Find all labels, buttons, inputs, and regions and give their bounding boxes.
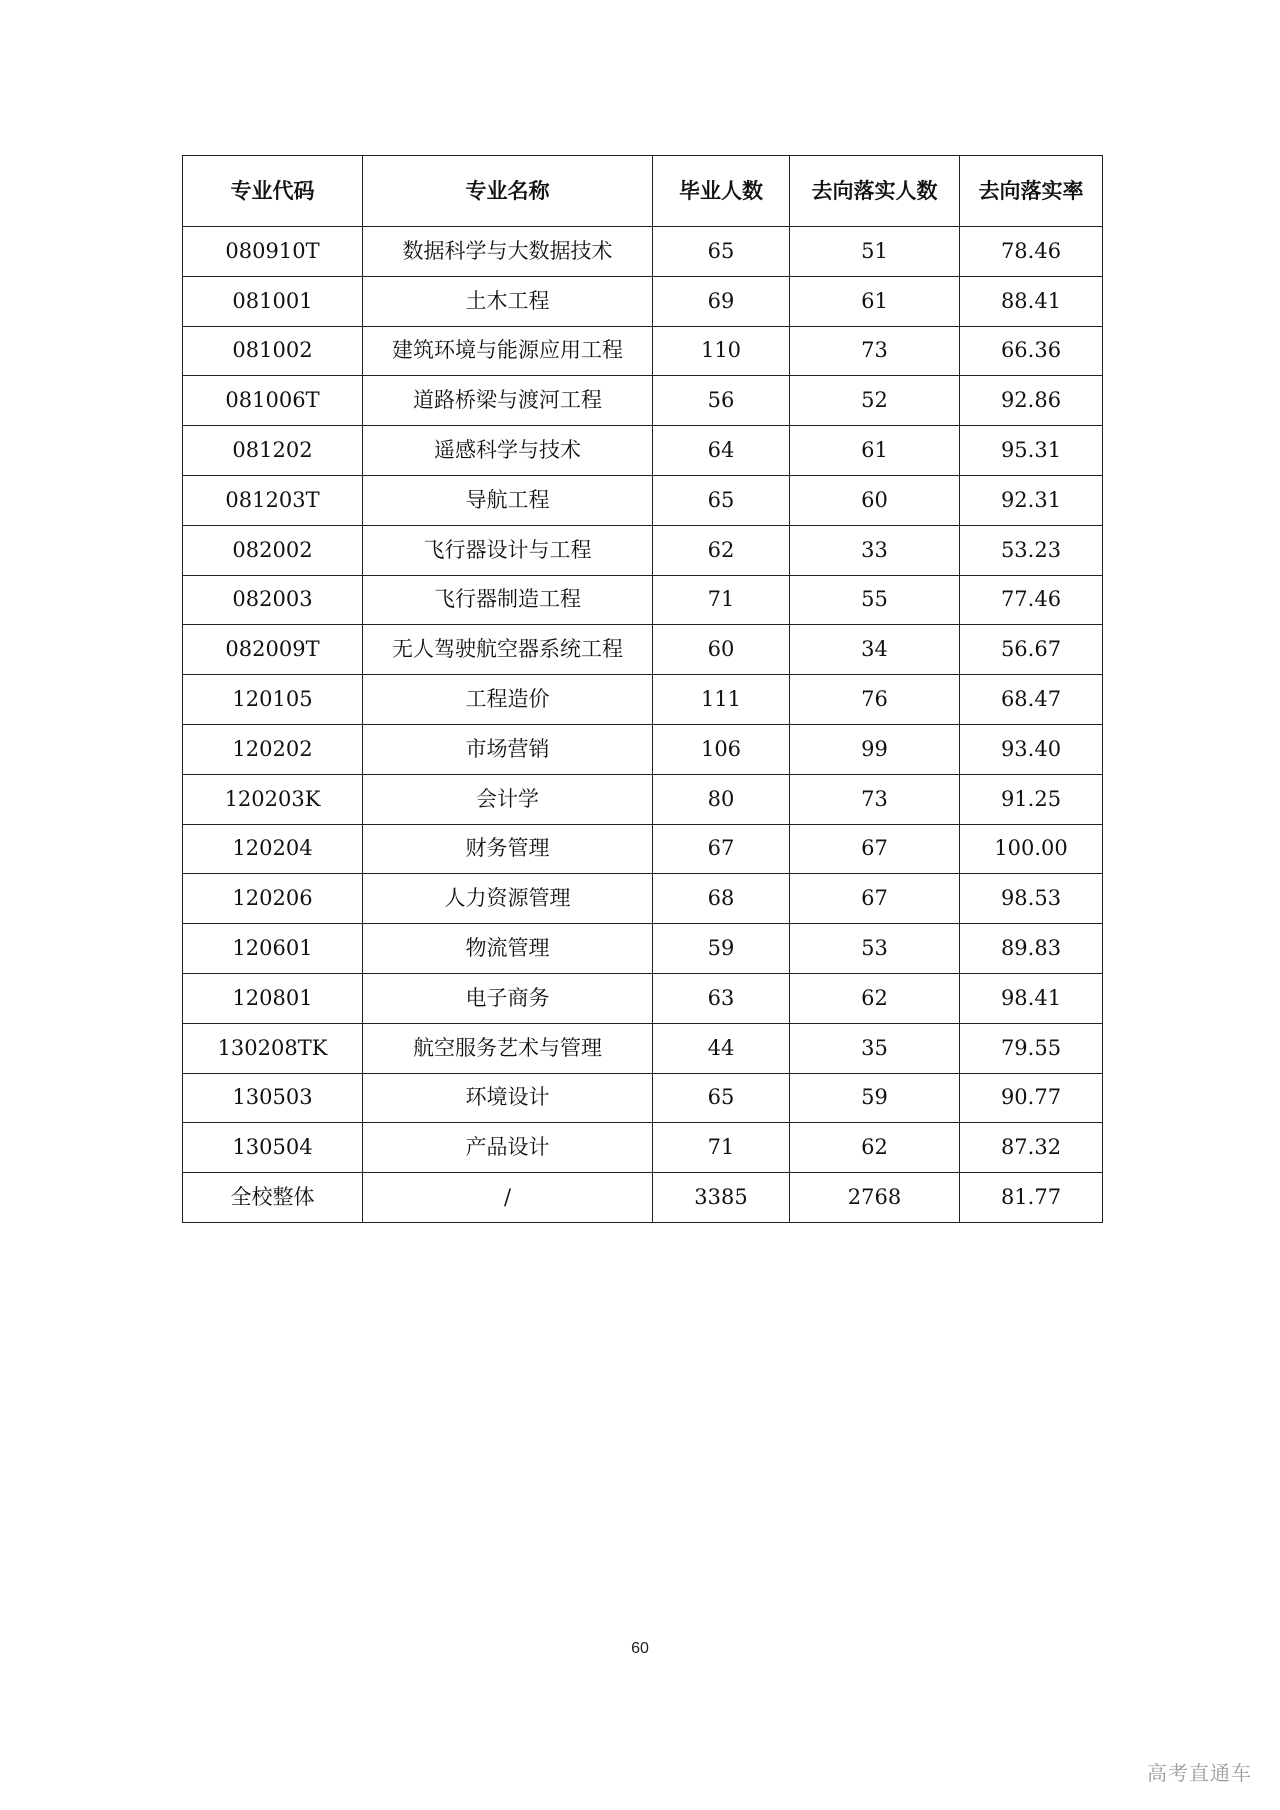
header-graduates: 毕业人数	[653, 156, 790, 227]
cell-placed-count: 73	[790, 774, 960, 824]
cell-major-code: 120105	[183, 675, 363, 725]
table-row	[183, 774, 1103, 824]
cell-major-name: 航空服务艺术与管理	[363, 1023, 653, 1073]
cell-major-name: /	[363, 1173, 653, 1223]
cell-major-name: 土木工程	[363, 276, 653, 326]
cell-major-name: 产品设计	[363, 1123, 653, 1173]
cell-graduates: 65	[653, 1073, 790, 1123]
cell-major-code: 130208TK	[183, 1023, 363, 1073]
table-row	[183, 625, 1103, 675]
cell-placed-count: 76	[790, 675, 960, 725]
cell-major-code: 130504	[183, 1123, 363, 1173]
cell-major-name: 道路桥梁与渡河工程	[363, 376, 653, 426]
cell-placement-rate: 91.25	[960, 774, 1103, 824]
cell-placement-rate: 100.00	[960, 824, 1103, 874]
cell-graduates: 67	[653, 824, 790, 874]
cell-placement-rate: 66.36	[960, 326, 1103, 376]
cell-major-code: 082009T	[183, 625, 363, 675]
cell-major-code: 081203T	[183, 475, 363, 525]
cell-placed-count: 59	[790, 1073, 960, 1123]
cell-placement-rate: 77.46	[960, 575, 1103, 625]
table-row	[183, 426, 1103, 476]
cell-placement-rate: 89.83	[960, 924, 1103, 974]
table-row	[183, 1173, 1103, 1223]
table-row	[183, 525, 1103, 575]
cell-major-code: 120202	[183, 724, 363, 774]
cell-graduates: 62	[653, 525, 790, 575]
cell-graduates: 65	[653, 475, 790, 525]
header-major-code: 专业代码	[183, 156, 363, 227]
cell-placement-rate: 90.77	[960, 1073, 1103, 1123]
cell-major-code: 082003	[183, 575, 363, 625]
cell-placed-count: 61	[790, 426, 960, 476]
table-row	[183, 924, 1103, 974]
employment-rate-table	[182, 155, 1103, 1223]
cell-major-code: 120204	[183, 824, 363, 874]
cell-placed-count: 52	[790, 376, 960, 426]
cell-placement-rate: 68.47	[960, 675, 1103, 725]
cell-placement-rate: 87.32	[960, 1123, 1103, 1173]
cell-major-name: 数据科学与大数据技术	[363, 227, 653, 277]
cell-graduates: 64	[653, 426, 790, 476]
cell-placed-count: 53	[790, 924, 960, 974]
cell-major-code: 130503	[183, 1073, 363, 1123]
cell-placed-count: 73	[790, 326, 960, 376]
cell-major-code: 120206	[183, 874, 363, 924]
cell-placement-rate: 53.23	[960, 525, 1103, 575]
cell-major-name: 电子商务	[363, 973, 653, 1023]
cell-major-name: 会计学	[363, 774, 653, 824]
table-row	[183, 326, 1103, 376]
table-row	[183, 824, 1103, 874]
cell-placed-count: 35	[790, 1023, 960, 1073]
cell-major-code: 081002	[183, 326, 363, 376]
cell-placed-count: 67	[790, 824, 960, 874]
cell-placement-rate: 88.41	[960, 276, 1103, 326]
cell-major-name: 导航工程	[363, 475, 653, 525]
cell-major-name: 市场营销	[363, 724, 653, 774]
cell-placed-count: 99	[790, 724, 960, 774]
cell-graduates: 56	[653, 376, 790, 426]
cell-placed-count: 34	[790, 625, 960, 675]
cell-graduates: 69	[653, 276, 790, 326]
cell-placed-count: 67	[790, 874, 960, 924]
cell-graduates: 44	[653, 1023, 790, 1073]
cell-placed-count: 61	[790, 276, 960, 326]
cell-major-code: 081202	[183, 426, 363, 476]
table-row	[183, 1123, 1103, 1173]
watermark-logo-text: 高考直通车	[1147, 1761, 1252, 1785]
page-number: 60	[631, 1640, 649, 1657]
table-row	[183, 575, 1103, 625]
cell-major-name: 飞行器制造工程	[363, 575, 653, 625]
table-body	[183, 227, 1103, 1223]
cell-major-code: 081006T	[183, 376, 363, 426]
cell-graduates: 111	[653, 675, 790, 725]
table-row	[183, 874, 1103, 924]
table-row	[183, 973, 1103, 1023]
table-row	[183, 227, 1103, 277]
cell-graduates: 80	[653, 774, 790, 824]
cell-major-code: 080910T	[183, 227, 363, 277]
table-row	[183, 724, 1103, 774]
cell-graduates: 68	[653, 874, 790, 924]
table-header-row	[183, 156, 1103, 227]
cell-placement-rate: 93.40	[960, 724, 1103, 774]
cell-placement-rate: 78.46	[960, 227, 1103, 277]
cell-major-name: 人力资源管理	[363, 874, 653, 924]
table-row	[183, 675, 1103, 725]
cell-placement-rate: 81.77	[960, 1173, 1103, 1223]
header-major-name: 专业名称	[363, 156, 653, 227]
cell-graduates: 3385	[653, 1173, 790, 1223]
cell-major-name: 环境设计	[363, 1073, 653, 1123]
cell-major-name: 物流管理	[363, 924, 653, 974]
cell-graduates: 60	[653, 625, 790, 675]
cell-major-name: 遥感科学与技术	[363, 426, 653, 476]
cell-placement-rate: 95.31	[960, 426, 1103, 476]
cell-major-code: 120601	[183, 924, 363, 974]
cell-graduates: 106	[653, 724, 790, 774]
cell-major-name: 飞行器设计与工程	[363, 525, 653, 575]
cell-placement-rate: 98.41	[960, 973, 1103, 1023]
cell-major-code: 120203K	[183, 774, 363, 824]
cell-graduates: 59	[653, 924, 790, 974]
cell-major-code: 120801	[183, 973, 363, 1023]
cell-major-code: 全校整体	[183, 1173, 363, 1223]
header-placed-count: 去向落实人数	[790, 156, 960, 227]
cell-graduates: 71	[653, 575, 790, 625]
cell-placed-count: 60	[790, 475, 960, 525]
cell-major-name: 建筑环境与能源应用工程	[363, 326, 653, 376]
cell-placed-count: 33	[790, 525, 960, 575]
cell-major-code: 081001	[183, 276, 363, 326]
cell-placement-rate: 98.53	[960, 874, 1103, 924]
table-row	[183, 475, 1103, 525]
table-row	[183, 1073, 1103, 1123]
cell-major-name: 财务管理	[363, 824, 653, 874]
cell-placed-count: 55	[790, 575, 960, 625]
cell-placed-count: 62	[790, 973, 960, 1023]
table-row	[183, 376, 1103, 426]
cell-placed-count: 51	[790, 227, 960, 277]
cell-placement-rate: 92.31	[960, 475, 1103, 525]
cell-graduates: 65	[653, 227, 790, 277]
table-row	[183, 1023, 1103, 1073]
cell-graduates: 63	[653, 973, 790, 1023]
table-row	[183, 276, 1103, 326]
cell-graduates: 110	[653, 326, 790, 376]
cell-placement-rate: 56.67	[960, 625, 1103, 675]
cell-graduates: 71	[653, 1123, 790, 1173]
header-placement-rate: 去向落实率	[960, 156, 1103, 227]
cell-placement-rate: 92.86	[960, 376, 1103, 426]
cell-placed-count: 62	[790, 1123, 960, 1173]
cell-placement-rate: 79.55	[960, 1023, 1103, 1073]
cell-major-name: 工程造价	[363, 675, 653, 725]
cell-placed-count: 2768	[790, 1173, 960, 1223]
cell-major-name: 无人驾驶航空器系统工程	[363, 625, 653, 675]
cell-major-code: 082002	[183, 525, 363, 575]
